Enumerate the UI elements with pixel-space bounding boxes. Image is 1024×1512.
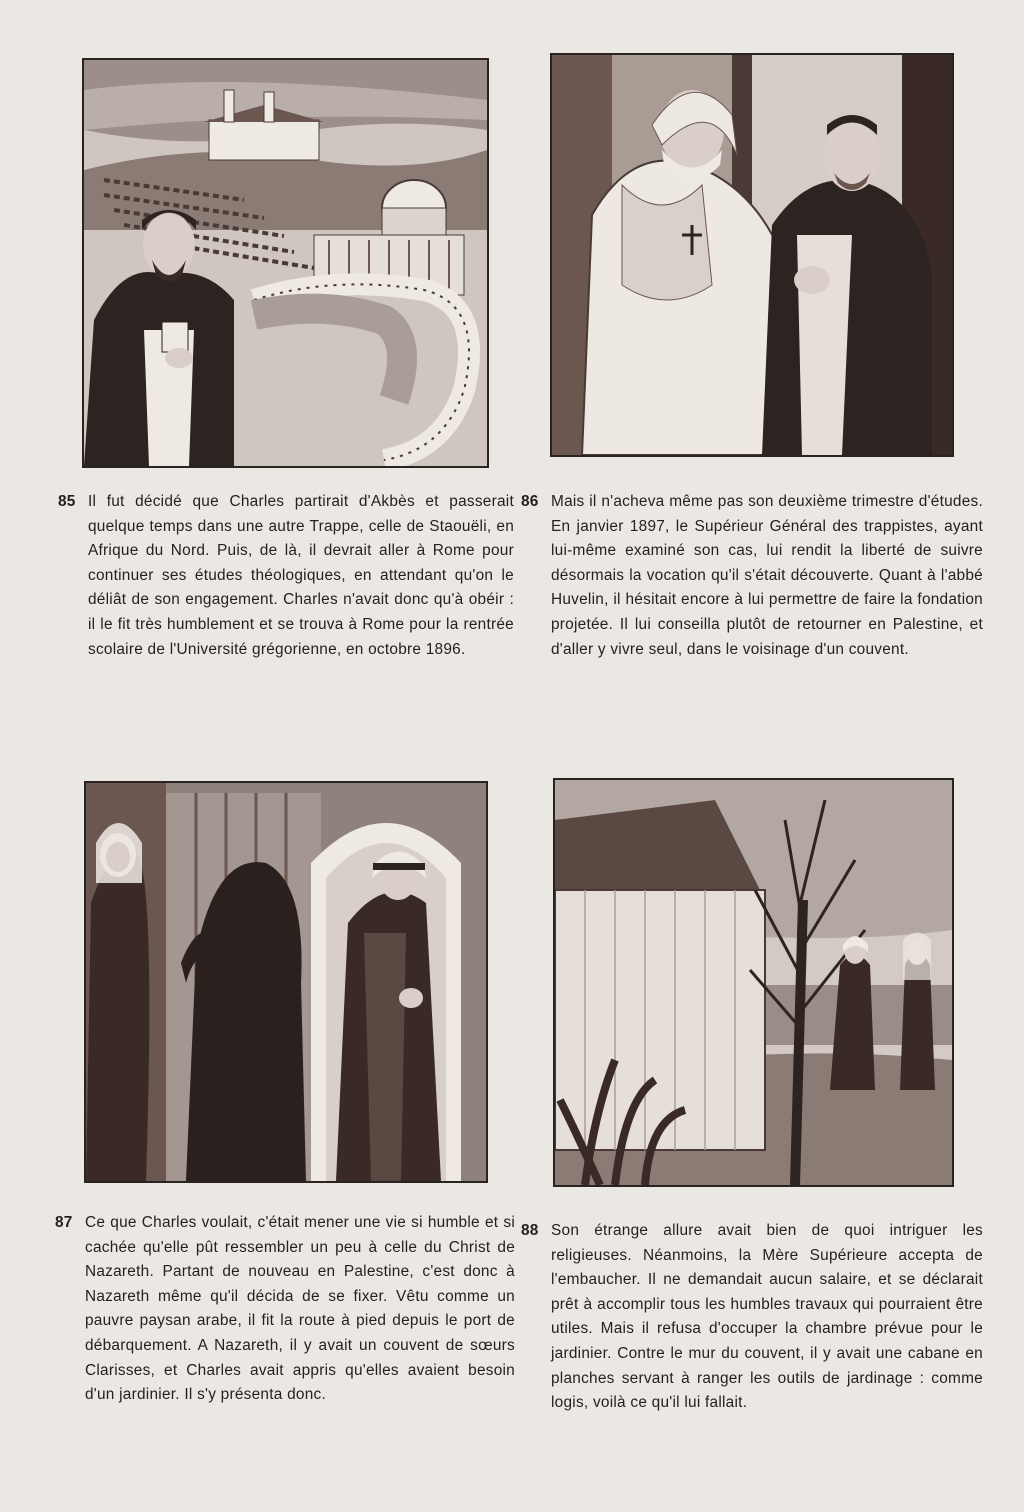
caption-87 [55, 1211, 515, 1408]
illustration-86-two-monks [550, 53, 954, 457]
panel-number-87: 87 [55, 1214, 73, 1231]
panel-number-86: 86 [521, 493, 539, 510]
caption-text-88: Son étrange allure avait bien de quoi intriguer les religieuses. Néanmoins, la Mère Supérieure accepta de l'embaucher. Il ne demandait aucun salaire, et se déclarait prêt à accomplir tous les humbles travaux qui pourraient être utiles. Mais il refusa d'occuper la chambre prévue pour le jardinier. Contre le mur du couvent, il y avait une cabane en planches servant à ranger les outils de jardinage : comme logis, voilà ce qu'il lui fallait. [551, 1222, 983, 1412]
caption-text-85: Il fut décidé que Charles partirait d'Akbès et passerait quelque temps dans une autre Trappe, celle de Staouëli, en Afrique du Nord. Puis, de là, il devrait aller à Rome pour continuer ses études théologiques, en attendant qu'on le déliât de son engagement. Charles n'avait donc qu'à obéir : il le fit très humblement et se trouva à Rome pour la rentrée scolaire de l'Université grégorienne, en octobre 1896. [88, 493, 514, 658]
panel-number-85: 85 [58, 493, 76, 510]
caption-text-87: Ce que Charles voulait, c'était mener une vie si humble et si cachée qu'elle pût ressembler un peu à celle du Christ de Nazareth. Partant de nouveau en Palestine, c'est donc à Nazareth même qu'il décida de se fixer. Vêtu comme un pauvre paysan arabe, il fit la route à pied depuis le port de débarquement. A Nazareth, il y avait un couvent de sœurs Clarisses, et Charles avait appris qu'elles avaient besoin d'un jardinier. Il s'y présenta donc. [85, 1214, 515, 1404]
illustration-88-garden-shed [553, 778, 954, 1187]
caption-86 [521, 490, 983, 662]
caption-text-86: Mais il n'acheva même pas son deuxième trimestre d'études. En janvier 1897, le Supérieur Général des trappistes, ayant lui-même examiné son cas, lui rendit la liberté de suivre désormais la vocation qu'il s'était découverte. Quant à l'abbé Huvelin, il hésitait encore à lui permettre de faire la fondation projetée. Il lui conseilla plutôt de retourner en Palestine, et d'aller y vivre seul, dans le voisinage d'un couvent. [551, 493, 983, 658]
panel-number-88: 88 [521, 1222, 539, 1239]
illustration-85-rome [82, 58, 489, 468]
caption-88 [521, 1219, 983, 1416]
caption-85 [58, 490, 514, 662]
illustration-87-convent-door [84, 781, 488, 1183]
